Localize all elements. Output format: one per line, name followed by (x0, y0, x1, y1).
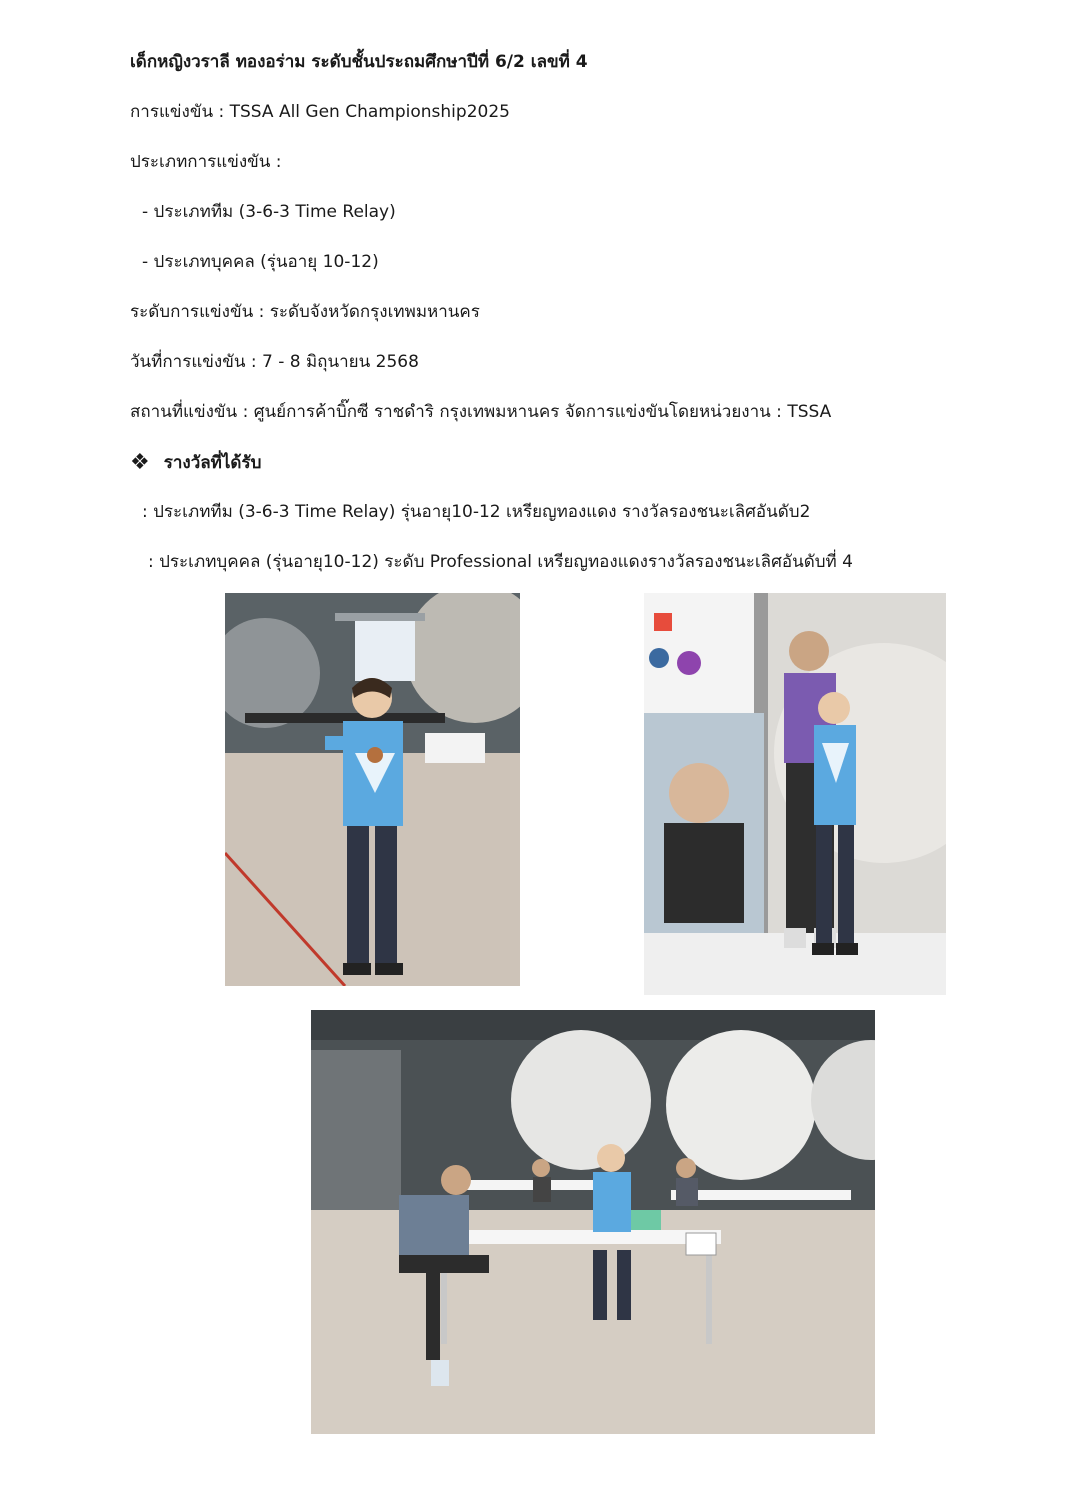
awards-heading-row (130, 449, 261, 476)
level-line: ระดับการแข่งขัน : ระดับจังหวัดกรุงเทพมหานคร (130, 302, 480, 322)
date-line: วันที่การแข่งขัน : 7 - 8 มิถุนายน 2568 (130, 352, 419, 372)
competition-line: การแข่งขัน : TSSA All Gen Championship2025 (130, 102, 510, 122)
photo-competition-hall (311, 1010, 875, 1434)
diamond-bullet-icon: ❖ (130, 449, 150, 475)
category-team: - ประเภททีม (3-6-3 Time Relay) (142, 202, 396, 222)
student-heading: เด็กหญิงวราลี ทองอร่าม ระดับชั้นประถมศึกษาปีที่ 6/2 เลขที่ 4 (130, 52, 588, 72)
awards-heading: รางวัลที่ได้รับ (163, 453, 262, 473)
photo-girl-with-medal (225, 593, 520, 986)
category-label: ประเภทการแข่งขัน : (130, 152, 282, 172)
category-individual: - ประเภทบุคคล (รุ่นอายุ 10-12) (142, 252, 379, 272)
venue-line: สถานที่แข่งขัน : ศูนย์การค้าบิ๊กซี ราชดำริ กรุงเทพมหานคร จัดการแข่งขันโดยหน่วยงาน : TSSA (130, 402, 832, 422)
photo-girl-with-teacher (644, 593, 946, 995)
award-item-individual: : ประเภทบุคคล (รุ่นอายุ10-12) ระดับ Professional เหรียญทองแดงรางวัลรองชนะเลิศอันดับที่ 4 (148, 552, 853, 572)
award-item-team: : ประเภททีม (3-6-3 Time Relay) รุ่นอายุ10-12 เหรียญทองแดง รางวัลรองชนะเลิศอันดับ2 (142, 502, 811, 522)
